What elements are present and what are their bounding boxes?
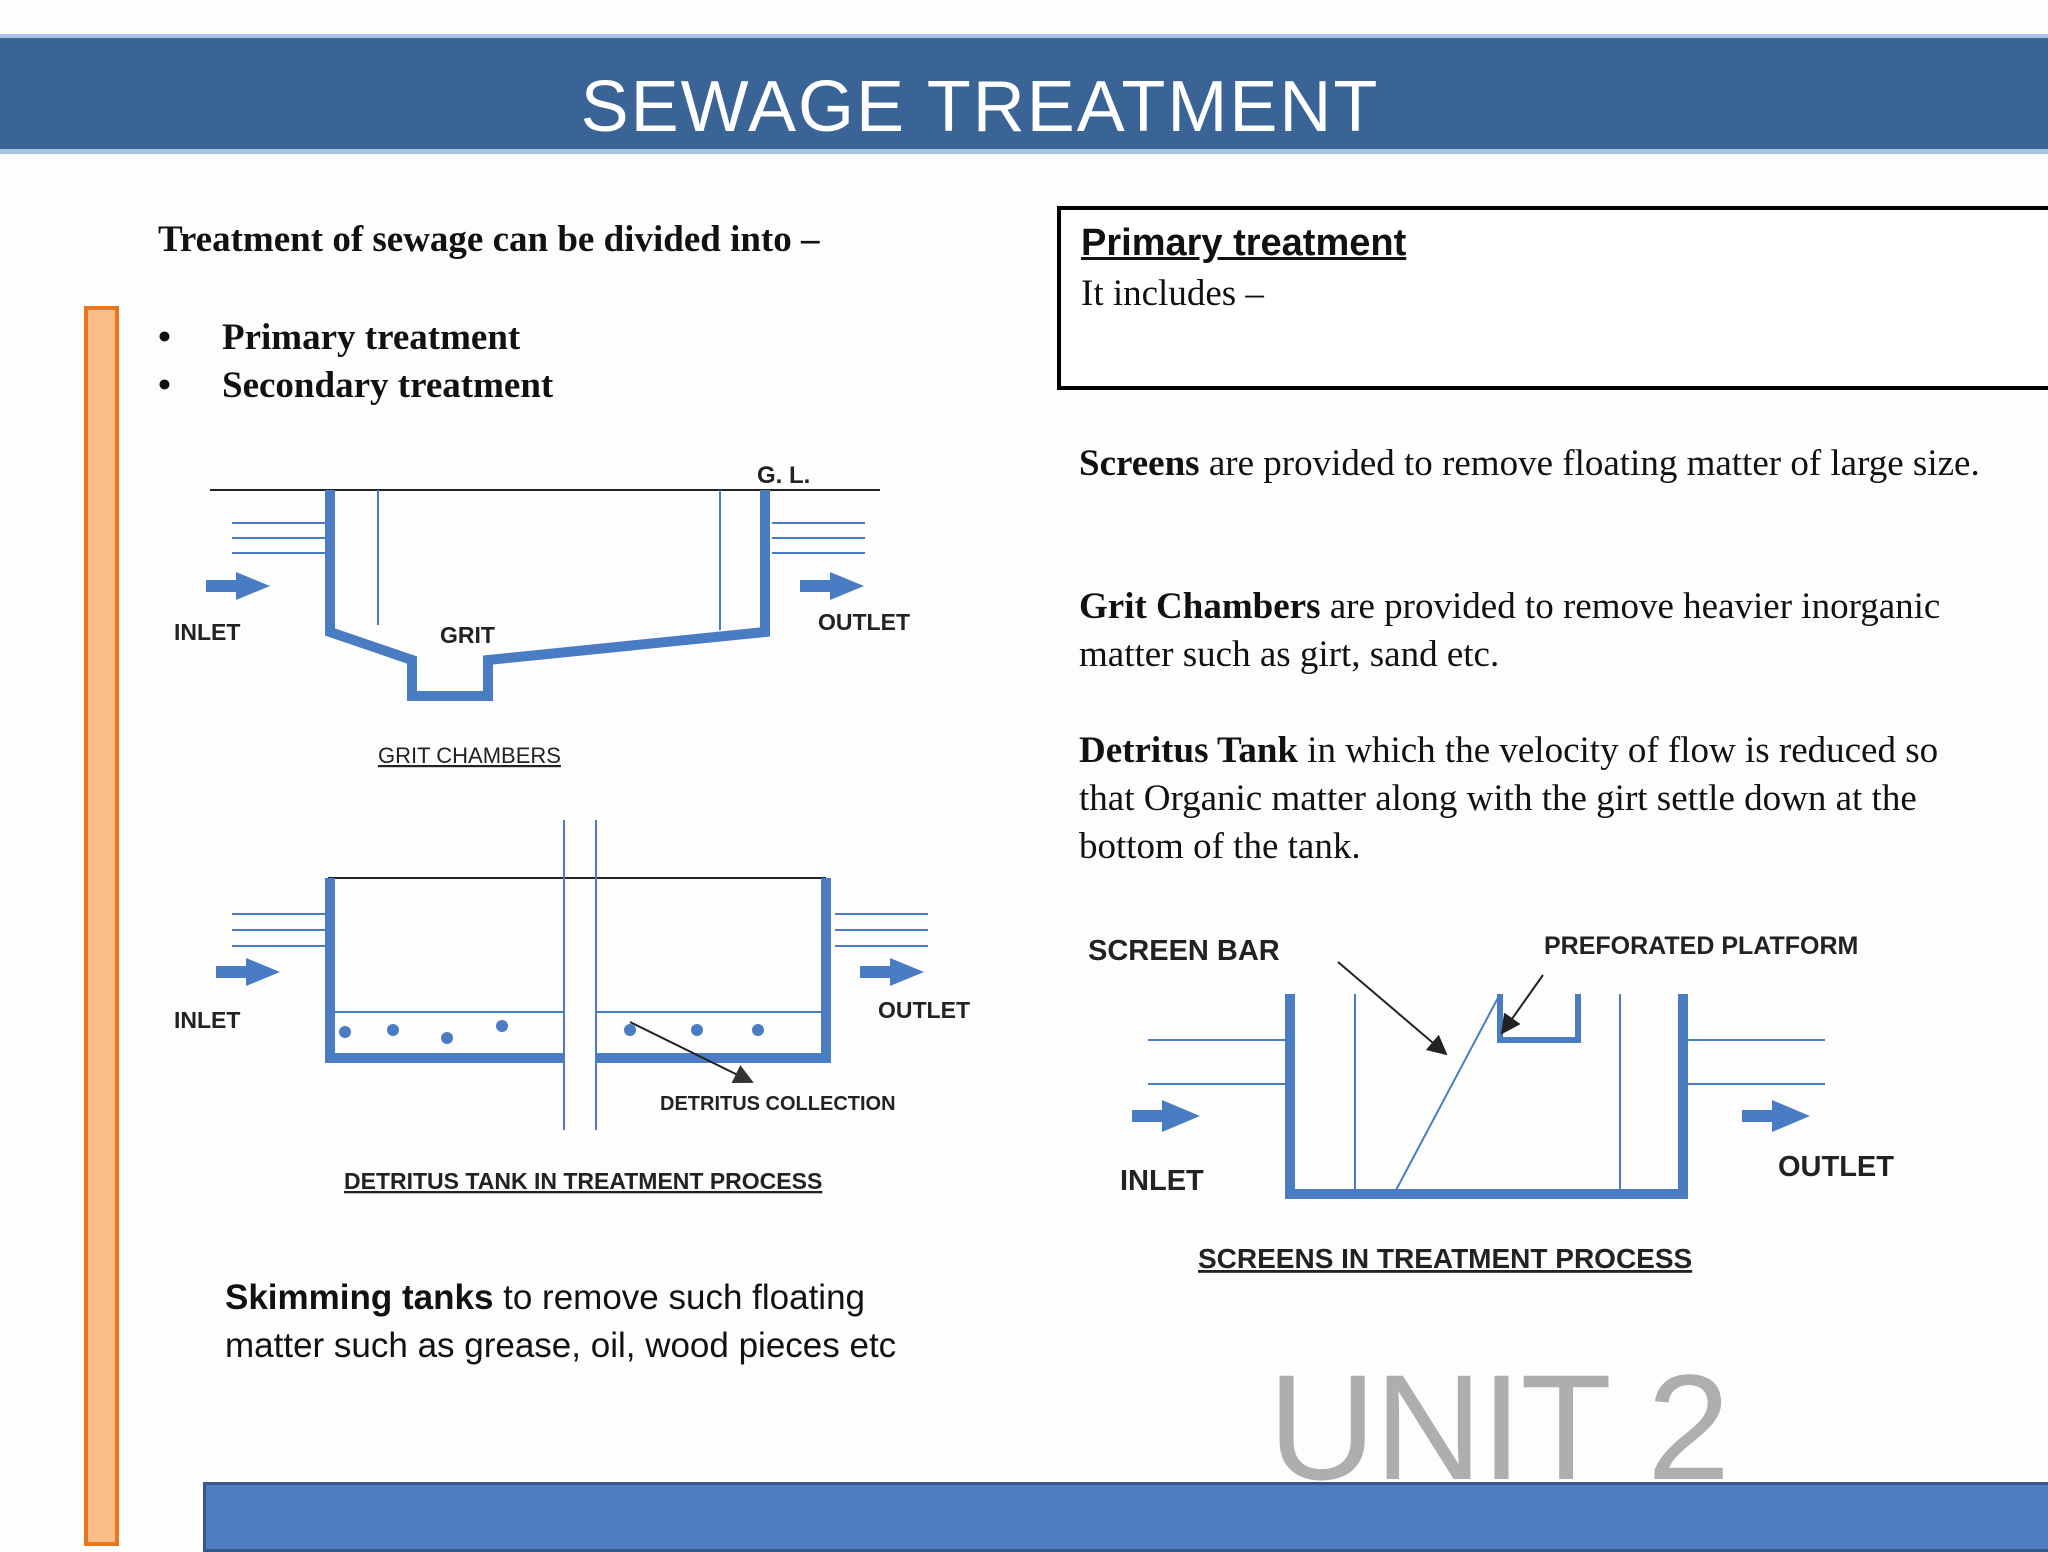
grit-chambers-description (1079, 583, 1999, 679)
term: Screens (1079, 443, 1200, 484)
screens-diagram (1080, 930, 1960, 1280)
detritus-tank-caption: DETRITUS TANK IN TREATMENT PROCESS (344, 1168, 823, 1194)
screens-caption: SCREENS IN TREATMENT PROCESS (1198, 1243, 1693, 1274)
term: Skimming tanks (225, 1278, 494, 1317)
grit-label: GRIT (440, 622, 495, 648)
primary-treatment-box (1057, 206, 2048, 390)
description-text: in which the velocity of flow is reduced so that Organic matter along with the girt settle down at the bottom of the tank. (1079, 730, 1939, 867)
screens-description (1079, 440, 1999, 488)
outlet-label: OUTLET (1778, 1151, 1894, 1183)
description-text: to remove such floating matter such as grease, oil, wood pieces etc (225, 1278, 897, 1365)
slide-title: SEWAGE TREATMENT (580, 67, 1380, 147)
detritus-tank-diagram (160, 810, 990, 1200)
detritus-collection-label: DETRITUS COLLECTION (660, 1093, 896, 1115)
outlet-label: OUTLET (818, 609, 910, 635)
bottom-bar (203, 1482, 2048, 1552)
gl-label: G. L. (757, 462, 811, 489)
bullet-marker: • (158, 365, 171, 406)
inlet-label: INLET (174, 619, 241, 645)
platform-label: PREFORATED PLATFORM (1544, 932, 1859, 960)
description-text: are provided to remove heavier inorganic matter such as girt, sand etc. (1079, 586, 1941, 675)
screen-bar-label: SCREEN BAR (1088, 935, 1280, 967)
title-bar (0, 34, 2048, 154)
bullet-text: Primary treatment (222, 317, 521, 358)
skimming-tanks-description (225, 1274, 905, 1370)
box-subtitle: It includes – (1081, 273, 1264, 314)
outlet-label: OUTLET (878, 997, 970, 1023)
grit-chamber-diagram (160, 450, 940, 780)
box-title: Primary treatment (1081, 222, 1407, 264)
bullet-item (158, 362, 553, 410)
bullet-list (158, 314, 553, 410)
description-text: are provided to remove floating matter of large size. (1199, 443, 1980, 484)
bullet-marker: • (158, 317, 171, 358)
detritus-tank-description (1079, 727, 1999, 871)
term: Grit Chambers (1079, 586, 1321, 627)
grit-chambers-caption: GRIT CHAMBERS (378, 743, 561, 768)
unit-watermark: UNIT 2 (1268, 1343, 1729, 1511)
bullet-item (158, 314, 553, 362)
inlet-label: INLET (174, 1007, 241, 1033)
left-accent-bar (84, 306, 119, 1546)
intro-text: Treatment of sewage can be divided into – (158, 219, 820, 260)
bullet-text: Secondary treatment (222, 365, 554, 406)
term: Detritus Tank (1079, 730, 1298, 771)
inlet-label: INLET (1120, 1165, 1204, 1197)
